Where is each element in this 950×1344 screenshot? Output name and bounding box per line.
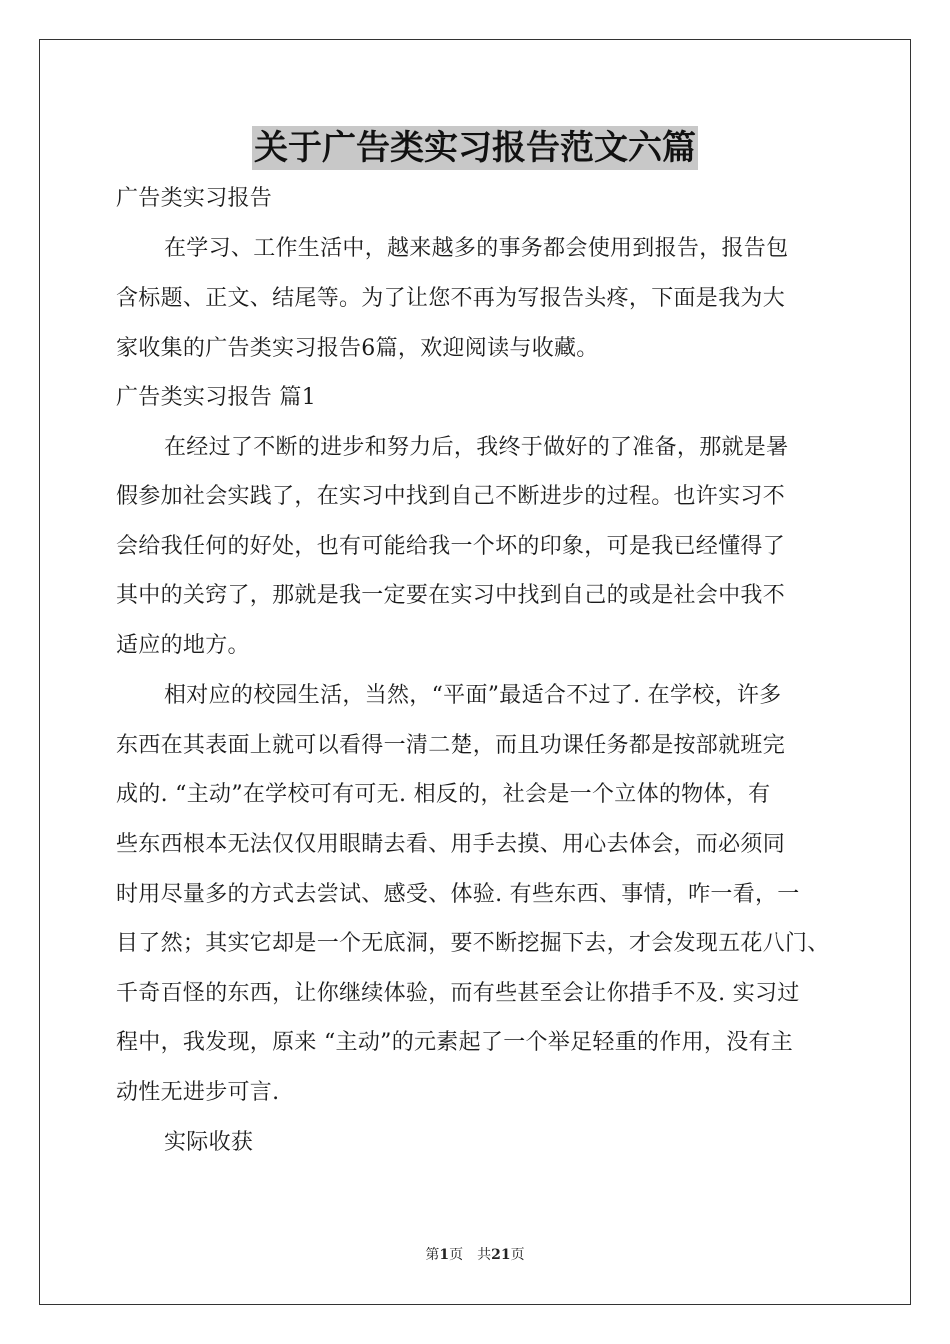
paragraph-line: 其中的关窍了，那就是我一定要在实习中找到自己的或是社会中我不: [116, 583, 786, 608]
footer-prefix: 第: [425, 1247, 440, 1263]
document-title: 关于广告类实习报告范文六篇: [254, 128, 696, 168]
footer-suffix: 页: [510, 1247, 525, 1263]
title-container: [0, 126, 950, 170]
paragraph-line: 家收集的广告类实习报告6篇，欢迎阅读与收藏。: [116, 336, 599, 361]
paragraph-line: 适应的地方。: [116, 633, 250, 658]
paragraph-line: 相对应的校园生活，当然，“平面”最适合不过了. 在学校，许多: [164, 683, 782, 708]
paragraph-line: 会给我任何的好处，也有可能给我一个坏的印象，可是我已经懂得了: [116, 534, 786, 559]
paragraph-line: 在学习、工作生活中，越来越多的事务都会使用到报告，报告包: [164, 236, 789, 261]
paragraph-line: 东西在其表面上就可以看得一清二楚，而且功课任务都是按部就班完: [116, 733, 786, 758]
paragraph-line: 程中，我发现，原来 “主动”的元素起了一个举足轻重的作用，没有主: [116, 1030, 794, 1055]
total-pages-number: 21: [491, 1247, 511, 1263]
footer-mid: 页 共: [449, 1247, 492, 1263]
page-border: [39, 39, 911, 1305]
paragraph-line: 成的. “主动”在学校可有可无. 相反的，社会是一个立体的物体，有: [116, 782, 771, 807]
current-page-number: 1: [439, 1247, 450, 1263]
page-footer: [0, 1244, 950, 1264]
paragraph-line: 在经过了不断的进步和努力后，我终于做好的了准备，那就是暑: [164, 435, 789, 460]
paragraph-line: 目了然；其实它却是一个无底洞，要不断挖掘下去，才会发现五花八门、: [116, 931, 830, 956]
paragraph-line: 千奇百怪的东西，让你继续体验，而有些甚至会让你措手不及. 实习过: [116, 981, 800, 1006]
subsection-heading: 实际收获: [164, 1130, 254, 1155]
section-heading: 广告类实习报告: [116, 186, 273, 211]
paragraph-line: 含标题、正文、结尾等。为了让您不再为写报告头疼，下面是我为大: [116, 286, 786, 311]
paragraph-line: 些东西根本无法仅仅用眼睛去看、用手去摸、用心去体会，而必须同: [116, 832, 786, 857]
paragraph-line: 假参加社会实践了，在实习中找到自己不断进步的过程。也许实习不: [116, 484, 786, 509]
section-heading: 广告类实习报告 篇1: [116, 385, 316, 410]
paragraph-line: 动性无进步可言.: [116, 1080, 280, 1105]
paragraph-line: 时用尽量多的方式去尝试、感受、体验. 有些东西、事情，咋一看，一: [116, 882, 800, 907]
